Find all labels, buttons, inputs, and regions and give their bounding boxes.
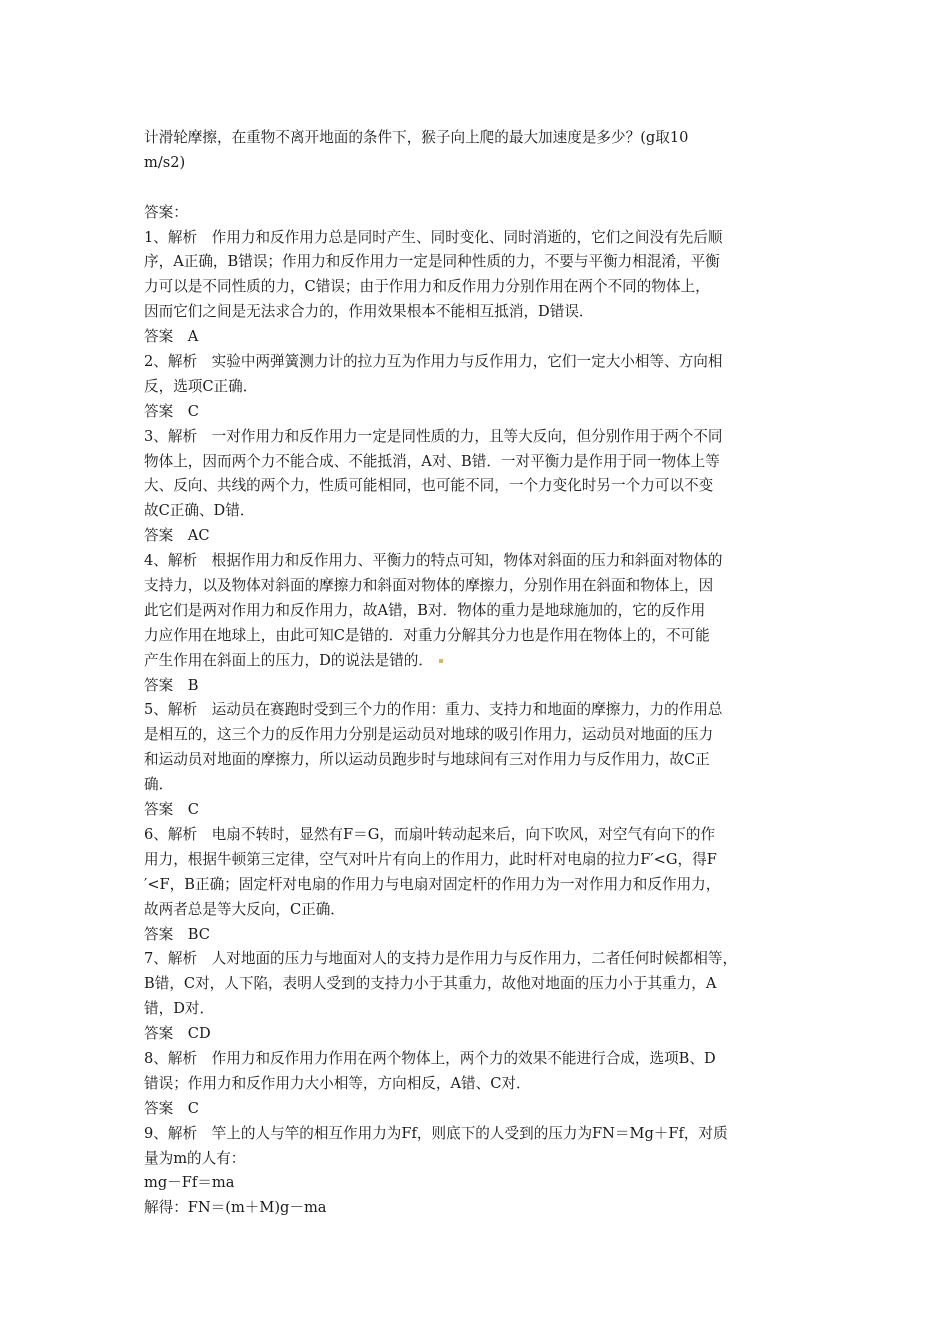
analysis-line: 量为m的人有： [144, 1149, 246, 1167]
analysis-line: B错，C对，人下陷，表明人受到的支持力小于其重力，故他对地面的压力小于其重力，A [144, 975, 717, 993]
analysis-line: 此它们是两对作用力和反作用力，故A错，B对．物体的重力是地球施加的，它的反作用 [144, 601, 706, 619]
analysis-line: 8、解析 作用力和反作用力作用在两个物体上，两个力的效果不能进行合成，选项B、D [144, 1049, 716, 1067]
analysis-line: 5、解析 运动员在赛跑时受到三个力的作用：重力、支持力和地面的摩擦力，力的作用总 [144, 701, 723, 719]
answer-line: 答案 BC [144, 925, 210, 943]
analysis-line: 因而它们之间是无法求合力的，作用效果根本不能相互抵消，D错误． [144, 303, 594, 321]
analysis-line: 9、解析 竿上的人与竿的相互作用力为Ff，则底下的人受到的压力为FN＝Mg＋Ff，对质 [144, 1124, 728, 1142]
answers-heading: 答案： [144, 203, 188, 221]
analysis-line: 故两者总是等大反向，C正确． [144, 900, 345, 918]
analysis-line: 和运动员对地面的摩擦力，所以运动员跑步时与地球间有三对作用力与反作用力，故C正 [144, 751, 710, 769]
question-tail-line: m/s2) [144, 153, 186, 171]
analysis-line: ′<F，B正确；固定杆对电扇的作用力与电扇对固定杆的作用力为一对作用力和反作用力， [144, 875, 721, 893]
answer-line: 答案 A [144, 328, 199, 346]
answer-line: 答案 CD [144, 1025, 211, 1043]
analysis-line: 错误；作用力和反作用力大小相等，方向相反，A错、C对． [144, 1074, 531, 1092]
analysis-line: 大、反向、共线的两个力，性质可能相同，也可能不同，一个力变化时另一个力可以不变 [144, 477, 714, 495]
stray-mark [439, 659, 443, 663]
analysis-line-text: 产生作用在斜面上的压力，D的说法是错的． [144, 651, 433, 669]
equation-line: mg－Ff＝ma [144, 1174, 235, 1192]
analysis-line: 错，D对． [144, 1000, 215, 1018]
analysis-line: 物体上，因而两个力不能合成、不能抵消，A对、B错．一对平衡力是作用于同一物体上等 [144, 452, 720, 470]
analysis-line: 6、解析 电扇不转时，显然有F＝G，而扇叶转动起来后，向下吹风，对空气有向下的作 [144, 825, 716, 843]
equation-line: 解得：FN＝(m＋M)g－ma [144, 1199, 327, 1217]
answer-line: 答案 C [144, 1099, 199, 1117]
spacer [144, 176, 812, 201]
analysis-line: 3、解析 一对作用力和反作用力一定是同性质的力，且等大反向，但分别作用于两个不同 [144, 427, 723, 445]
analysis-line: 反，选项C正确． [144, 377, 258, 395]
analysis-line: 7、解析 人对地面的压力与地面对人的支持力是作用力与反作用力，二者任何时候都相等， [144, 950, 738, 968]
answer-line: 答案 C [144, 801, 199, 819]
question-tail-line: 计滑轮摩擦，在重物不离开地面的条件下，猴子向上爬的最大加速度是多少？(g取10 [144, 129, 689, 146]
analysis-line-with-mark [144, 649, 812, 674]
analysis-line: 4、解析 根据作用力和反作用力、平衡力的特点可知，物体对斜面的压力和斜面对物体的 [144, 552, 723, 570]
analysis-line: 力应作用在地球上，由此可知C是错的．对重力分解其分力也是作用在物体上的，不可能 [144, 626, 710, 644]
answer-line: 答案 AC [144, 527, 210, 545]
analysis-line: 力可以是不同性质的力，C错误；由于作用力和反作用力分别作用在两个不同的物体上， [144, 278, 710, 296]
answer-line: 答案 C [144, 402, 199, 420]
document-page [144, 126, 812, 1221]
analysis-line: 1、解析 作用力和反作用力总是同时产生、同时变化、同时消逝的，它们之间没有先后顺 [144, 228, 723, 246]
analysis-line: 用力，根据牛顿第三定律，空气对叶片有向上的作用力，此时杆对电扇的拉力F′<G，得F [144, 850, 717, 868]
analysis-line: 支持力，以及物体对斜面的摩擦力和斜面对物体的摩擦力，分别作用在斜面和物体上，因 [144, 577, 714, 595]
answer-line: 答案 B [144, 676, 199, 694]
analysis-line: 故C正确、D错． [144, 502, 255, 520]
analysis-line: 序，A正确，B错误；作用力和反作用力一定是同种性质的力，不要与平衡力相混淆，平衡 [144, 253, 720, 271]
analysis-line: 2、解析 实验中两弹簧测力计的拉力互为作用力与反作用力，它们一定大小相等、方向相 [144, 353, 723, 371]
analysis-line: 是相互的，这三个力的反作用力分别是运动员对地球的吸引作用力，运动员对地面的压力 [144, 726, 714, 744]
analysis-line: 确． [144, 776, 174, 794]
